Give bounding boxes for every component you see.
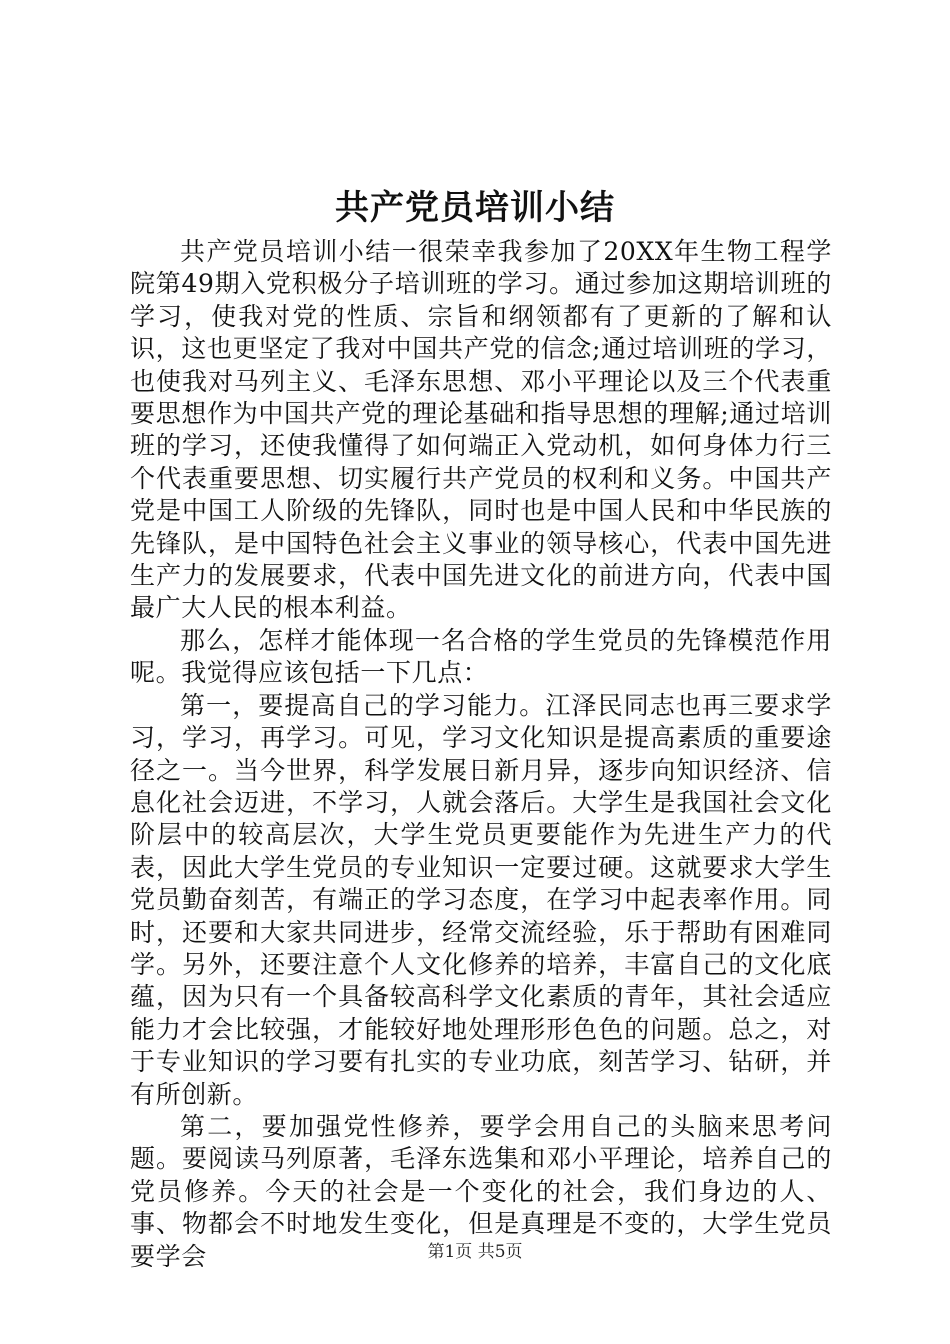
page-number-footer: 第1页 共5页 bbox=[427, 1242, 523, 1262]
paragraph-point-one: 第一，要提高自己的学习能力。江泽民同志也再三要求学习，学习，再学习。可见，学习文化知识是提高素质的重要途径之一。当今世界，科学发展日新月异，逐步向知识经济、信息化社会迈进，不学习，人就会落后。大学生是我国社会文化阶层中的较高层次，大学生党员更要能作为先进生产力的代表，因此大学生党员的专业知识一定要过硬。这就要求大学生党员勤奋刻苦，有端正的学习态度，在学习中起表率作用。同时，还要和大家共同进步，经常交流经验，乐于帮助有困难同学。另外，还要注意个人文化修养的培养，丰富自己的文化底蕴，因为只有一个具备较高科学文化素质的青年，其社会适应能力才会比较强，才能较好地处理形形色色的问题。总之，对于专业知识的学习要有扎实的专业功底，刻苦学习、钻研，并有所创新。 bbox=[130, 690, 832, 1109]
document-body bbox=[130, 236, 832, 1273]
paragraph-intro: 共产党员培训小结一很荣幸我参加了20XX年生物工程学院第49期入党积极分子培训班的学习。通过参加这期培训班的学习，使我对党的性质、宗旨和纲领都有了更新的了解和认识，这也更坚定了我对中国共产党的信念;通过培训班的学习，也使我对马列主义、毛泽东思想、邓小平理论以及三个代表重要思想作为中国共产党的理论基础和指导思想的理解;通过培训班的学习，还使我懂得了如何端正入党动机，如何身体力行三个代表重要思想、切实履行共产党员的权利和义务。中国共产党是中国工人阶级的先锋队，同时也是中国人民和中华民族的先锋队，是中国特色社会主义事业的领导核心，代表中国先进生产力的发展要求，代表中国先进文化的前进方向，代表中国最广大人民的根本利益。 bbox=[130, 237, 832, 623]
document-title: 共产党员培训小结 bbox=[335, 188, 615, 228]
paragraph-point-two: 第二，要加强党性修养，要学会用自己的头脑来思考问题。要阅读马列原著，毛泽东选集和邓小平理论，培养自己的党员修养。今天的社会是一个变化的社会，我们身边的人、事、物都会不时地发生变化，但是真理是不变的，大学生党员要学会 bbox=[130, 1111, 832, 1271]
paragraph-question: 那么，怎样才能体现一名合格的学生党员的先锋模范作用呢。我觉得应该包括一下几点： bbox=[130, 625, 832, 688]
